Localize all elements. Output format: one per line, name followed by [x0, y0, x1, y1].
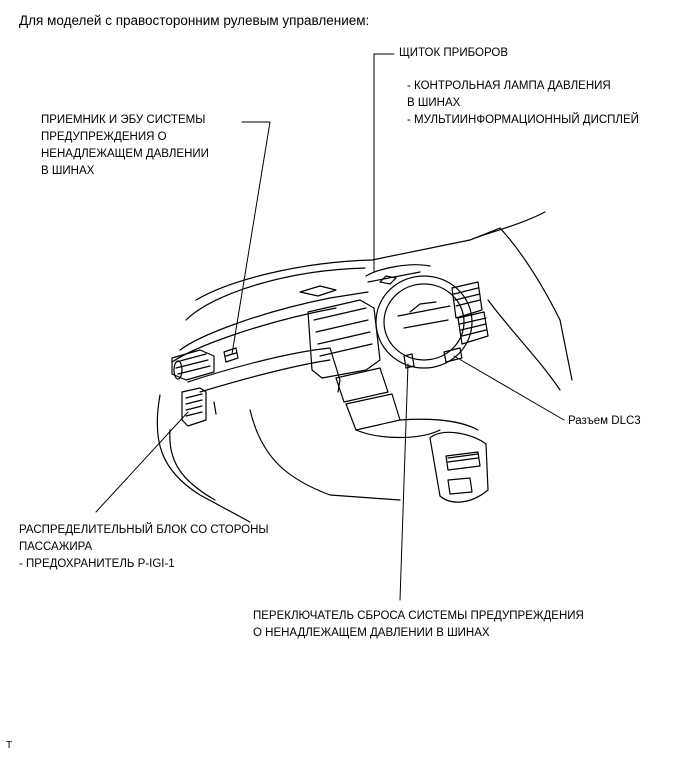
instrument-panel-heading: ЩИТОК ПРИБОРОВ	[399, 47, 508, 59]
receiver-ecu-line-3: НЕНАДЛЕЖАЩЕМ ДАВЛЕНИИ	[41, 148, 209, 160]
junction-block-line-1: РАСПРЕДЕЛИТЕЛЬНЫЙ БЛОК СО СТОРОНЫ	[19, 524, 269, 536]
rear-console	[430, 432, 488, 502]
glove-box	[188, 348, 340, 414]
center-console	[308, 300, 478, 438]
instrument-panel-item-2: - МУЛЬТИИНФОРМАЦИОННЫЙ ДИСПЛЕЙ	[407, 114, 639, 126]
instrument-panel-item-1-line-1: - КОНТРОЛЬНАЯ ЛАМПА ДАВЛЕНИЯ	[407, 80, 611, 92]
leader-lines	[96, 54, 564, 600]
junction-block-line-2: ПАССАЖИРА	[19, 541, 93, 553]
junction-block-item-1: - ПРЕДОХРАНИТЕЛЬ P-IGI-1	[19, 558, 175, 570]
leader-junction-block	[96, 412, 188, 512]
receiver-ecu-part	[224, 348, 238, 362]
leader-dlc3	[454, 356, 564, 420]
steering-wheel	[376, 276, 472, 368]
receiver-ecu-line-4: В ШИНАХ	[41, 165, 95, 177]
receiver-ecu-line-1: ПРИЕМНИК И ЭБУ СИСТЕМЫ	[41, 114, 206, 126]
footer-code: T	[6, 740, 13, 751]
leader-reset-switch	[400, 364, 408, 600]
dlc3-connector	[444, 348, 462, 362]
reset-switch-line-1: ПЕРЕКЛЮЧАТЕЛЬ СБРОСА СИСТЕМЫ ПРЕДУПРЕЖДЕНИЯ	[253, 610, 584, 622]
receiver-ecu-line-2: ПРЕДУПРЕЖДЕНИЯ О	[41, 131, 167, 143]
leader-instrument-panel	[374, 54, 394, 272]
page-title: Для моделей с правосторонним рулевым управлением:	[19, 13, 370, 28]
dlc3-text: Разъем DLC3	[568, 415, 641, 427]
instrument-cluster	[366, 265, 430, 284]
reset-switch-line-2: О НЕНАДЛЕЖАЩЕМ ДАВЛЕНИИ В ШИНАХ	[253, 627, 490, 639]
right-door	[488, 228, 572, 390]
junction-block-part	[182, 388, 206, 426]
instrument-panel-item-1-line-2: В ШИНАХ	[407, 97, 461, 109]
